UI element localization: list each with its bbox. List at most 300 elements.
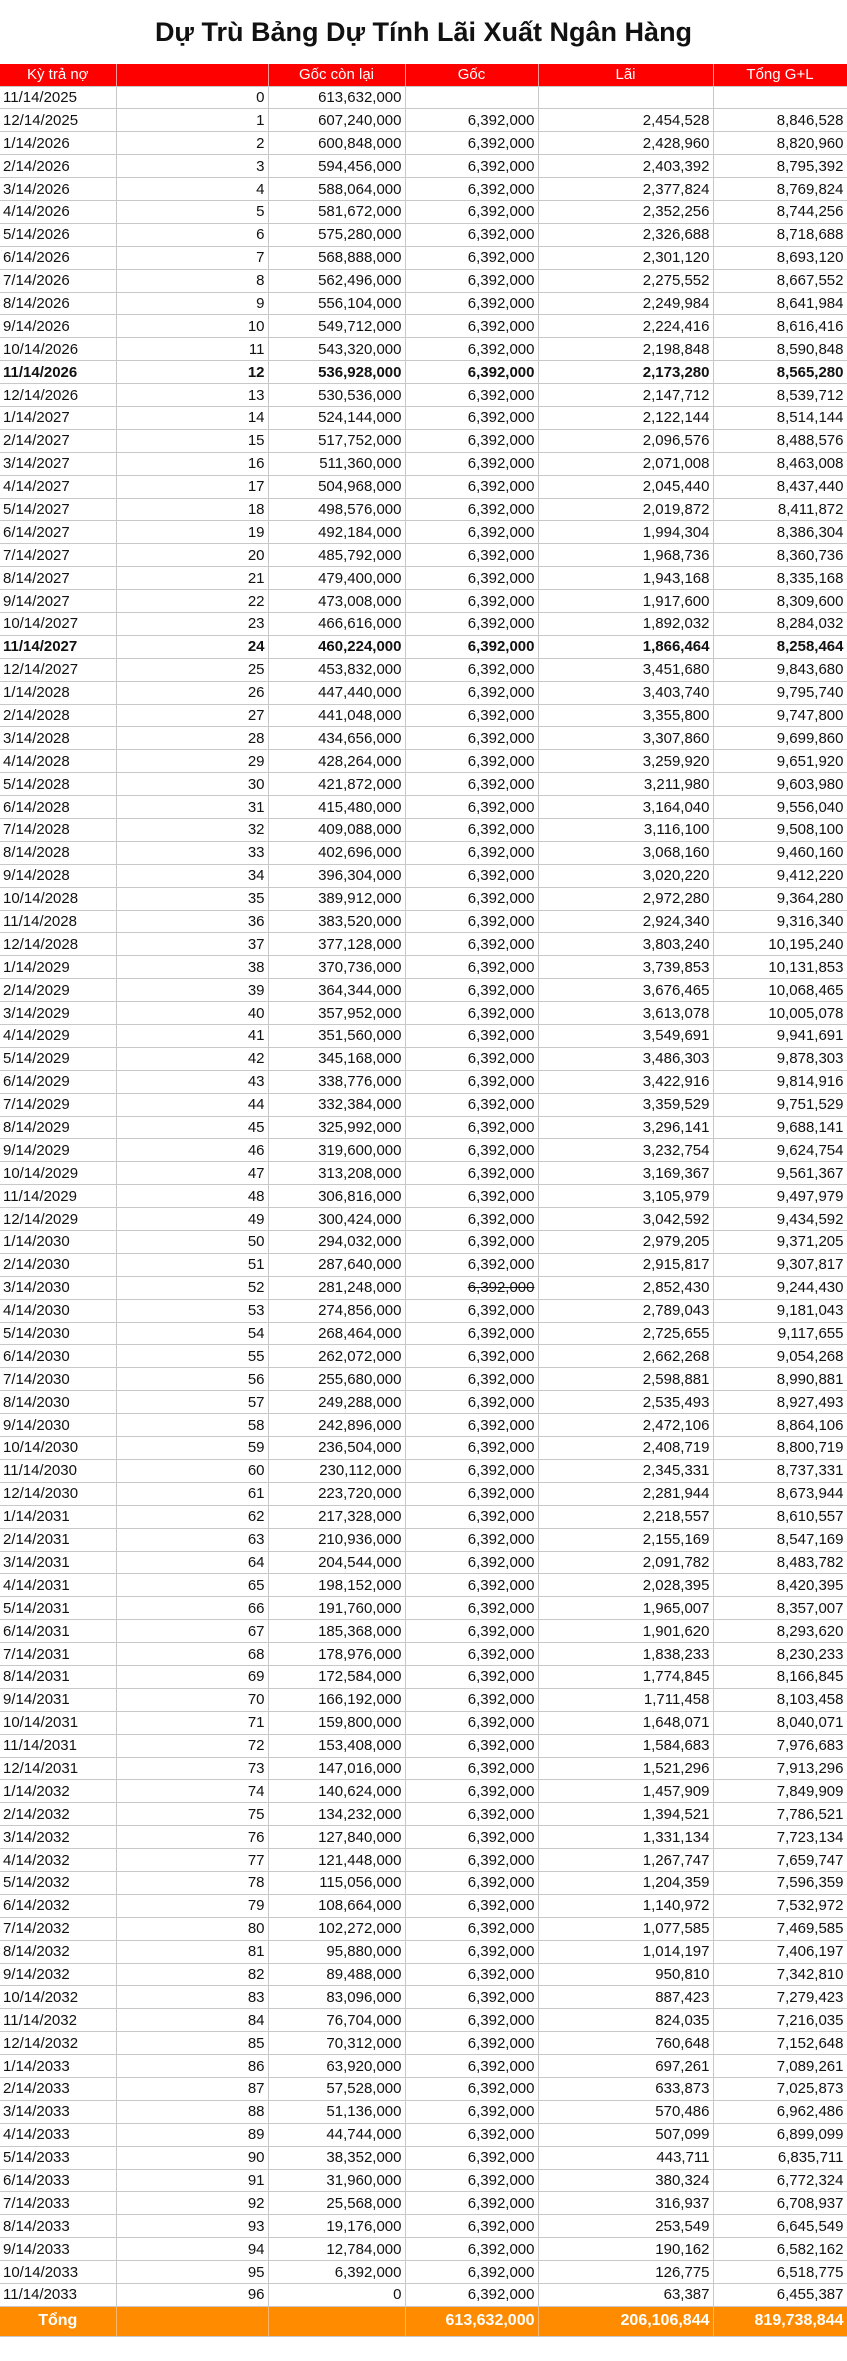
cell-remaining[interactable]: 613,632,000 <box>268 86 405 109</box>
cell-principal[interactable]: 6,392,000 <box>405 1093 538 1116</box>
cell-index[interactable]: 57 <box>116 1391 268 1414</box>
cell-principal[interactable]: 6,392,000 <box>405 2146 538 2169</box>
cell-principal[interactable]: 6,392,000 <box>405 2055 538 2078</box>
cell-principal[interactable]: 6,392,000 <box>405 1688 538 1711</box>
cell-index[interactable]: 67 <box>116 1620 268 1643</box>
cell-date[interactable]: 9/14/2030 <box>0 1414 116 1437</box>
cell-total[interactable]: 8,463,008 <box>713 452 847 475</box>
cell-interest[interactable]: 2,275,552 <box>538 269 713 292</box>
cell-interest[interactable]: 1,140,972 <box>538 1894 713 1917</box>
total-index[interactable] <box>116 2306 268 2336</box>
cell-total[interactable]: 8,539,712 <box>713 384 847 407</box>
cell-date[interactable]: 12/14/2029 <box>0 1208 116 1231</box>
cell-remaining[interactable]: 562,496,000 <box>268 269 405 292</box>
cell-date[interactable]: 4/14/2030 <box>0 1299 116 1322</box>
cell-principal[interactable]: 6,392,000 <box>405 1711 538 1734</box>
cell-index[interactable]: 44 <box>116 1093 268 1116</box>
cell-date[interactable]: 8/14/2029 <box>0 1116 116 1139</box>
cell-date[interactable]: 9/14/2029 <box>0 1139 116 1162</box>
header-principal[interactable]: Gốc <box>405 64 538 86</box>
cell-remaining[interactable]: 453,832,000 <box>268 658 405 681</box>
cell-date[interactable]: 12/14/2027 <box>0 658 116 681</box>
cell-interest[interactable]: 3,020,220 <box>538 864 713 887</box>
cell-index[interactable]: 50 <box>116 1231 268 1254</box>
cell-principal[interactable]: 6,392,000 <box>405 979 538 1002</box>
cell-remaining[interactable]: 473,008,000 <box>268 590 405 613</box>
cell-principal[interactable]: 6,392,000 <box>405 1299 538 1322</box>
cell-total[interactable]: 9,181,043 <box>713 1299 847 1322</box>
cell-interest[interactable]: 1,965,007 <box>538 1597 713 1620</box>
cell-total[interactable]: 8,293,620 <box>713 1620 847 1643</box>
cell-remaining[interactable]: 530,536,000 <box>268 384 405 407</box>
cell-principal[interactable]: 6,392,000 <box>405 1528 538 1551</box>
cell-principal[interactable]: 6,392,000 <box>405 1871 538 1894</box>
cell-remaining[interactable]: 319,600,000 <box>268 1139 405 1162</box>
cell-remaining[interactable]: 447,440,000 <box>268 681 405 704</box>
cell-total[interactable]: 9,307,817 <box>713 1253 847 1276</box>
cell-date[interactable]: 12/14/2026 <box>0 384 116 407</box>
cell-interest[interactable]: 2,071,008 <box>538 452 713 475</box>
cell-remaining[interactable]: 63,920,000 <box>268 2055 405 2078</box>
cell-remaining[interactable]: 134,232,000 <box>268 1803 405 1826</box>
cell-principal[interactable]: 6,392,000 <box>405 933 538 956</box>
cell-index[interactable]: 72 <box>116 1734 268 1757</box>
cell-principal[interactable]: 6,392,000 <box>405 544 538 567</box>
cell-total[interactable]: 9,364,280 <box>713 887 847 910</box>
cell-total[interactable]: 7,216,035 <box>713 2009 847 2032</box>
cell-total[interactable]: 7,659,747 <box>713 1849 847 1872</box>
cell-interest[interactable]: 2,173,280 <box>538 361 713 384</box>
cell-principal[interactable]: 6,392,000 <box>405 292 538 315</box>
cell-remaining[interactable]: 147,016,000 <box>268 1757 405 1780</box>
cell-interest[interactable]: 697,261 <box>538 2055 713 2078</box>
cell-interest[interactable]: 1,711,458 <box>538 1688 713 1711</box>
cell-index[interactable]: 3 <box>116 155 268 178</box>
cell-index[interactable]: 33 <box>116 841 268 864</box>
cell-index[interactable]: 29 <box>116 750 268 773</box>
cell-interest[interactable]: 1,774,845 <box>538 1665 713 1688</box>
cell-remaining[interactable]: 351,560,000 <box>268 1025 405 1048</box>
cell-total[interactable]: 9,751,529 <box>713 1093 847 1116</box>
cell-index[interactable]: 80 <box>116 1917 268 1940</box>
cell-index[interactable]: 77 <box>116 1849 268 1872</box>
cell-date[interactable]: 10/14/2029 <box>0 1162 116 1185</box>
cell-date[interactable]: 9/14/2033 <box>0 2238 116 2261</box>
cell-index[interactable]: 39 <box>116 979 268 1002</box>
cell-principal[interactable]: 6,392,000 <box>405 1391 538 1414</box>
cell-interest[interactable] <box>538 86 713 109</box>
cell-principal[interactable]: 6,392,000 <box>405 1345 538 1368</box>
cell-remaining[interactable]: 83,096,000 <box>268 1986 405 2009</box>
cell-interest[interactable]: 3,739,853 <box>538 956 713 979</box>
cell-index[interactable]: 81 <box>116 1940 268 1963</box>
cell-date[interactable]: 5/14/2029 <box>0 1047 116 1070</box>
cell-principal[interactable]: 6,392,000 <box>405 2123 538 2146</box>
cell-total[interactable]: 8,514,144 <box>713 406 847 429</box>
cell-index[interactable]: 21 <box>116 567 268 590</box>
cell-index[interactable]: 1 <box>116 109 268 132</box>
cell-remaining[interactable]: 287,640,000 <box>268 1253 405 1276</box>
cell-date[interactable]: 1/14/2028 <box>0 681 116 704</box>
cell-interest[interactable]: 3,042,592 <box>538 1208 713 1231</box>
cell-remaining[interactable]: 31,960,000 <box>268 2169 405 2192</box>
cell-remaining[interactable]: 102,272,000 <box>268 1917 405 1940</box>
cell-principal[interactable]: 6,392,000 <box>405 429 538 452</box>
header-index[interactable] <box>116 64 268 86</box>
cell-remaining[interactable]: 204,544,000 <box>268 1551 405 1574</box>
cell-interest[interactable]: 253,549 <box>538 2215 713 2238</box>
cell-index[interactable]: 61 <box>116 1482 268 1505</box>
cell-interest[interactable]: 2,915,817 <box>538 1253 713 1276</box>
cell-total[interactable] <box>713 86 847 109</box>
cell-index[interactable]: 7 <box>116 246 268 269</box>
cell-date[interactable]: 8/14/2026 <box>0 292 116 315</box>
cell-remaining[interactable]: 588,064,000 <box>268 178 405 201</box>
cell-remaining[interactable]: 217,328,000 <box>268 1505 405 1528</box>
cell-index[interactable]: 51 <box>116 1253 268 1276</box>
cell-date[interactable]: 10/14/2030 <box>0 1437 116 1460</box>
cell-total[interactable]: 7,976,683 <box>713 1734 847 1757</box>
cell-date[interactable]: 6/14/2033 <box>0 2169 116 2192</box>
cell-principal[interactable] <box>405 86 538 109</box>
cell-principal[interactable]: 6,392,000 <box>405 910 538 933</box>
cell-total[interactable]: 8,103,458 <box>713 1688 847 1711</box>
cell-total[interactable]: 8,360,736 <box>713 544 847 567</box>
cell-principal[interactable]: 6,392,000 <box>405 1665 538 1688</box>
cell-index[interactable]: 15 <box>116 429 268 452</box>
cell-principal[interactable]: 6,392,000 <box>405 590 538 613</box>
cell-interest[interactable]: 2,281,944 <box>538 1482 713 1505</box>
cell-date[interactable]: 5/14/2027 <box>0 498 116 521</box>
cell-remaining[interactable]: 345,168,000 <box>268 1047 405 1070</box>
cell-interest[interactable]: 2,091,782 <box>538 1551 713 1574</box>
cell-interest[interactable]: 443,711 <box>538 2146 713 2169</box>
cell-index[interactable]: 5 <box>116 200 268 223</box>
cell-principal[interactable]: 6,392,000 <box>405 109 538 132</box>
cell-date[interactable]: 6/14/2028 <box>0 796 116 819</box>
cell-interest[interactable]: 2,352,256 <box>538 200 713 223</box>
cell-principal[interactable]: 6,392,000 <box>405 1482 538 1505</box>
cell-interest[interactable]: 2,725,655 <box>538 1322 713 1345</box>
cell-total[interactable]: 10,068,465 <box>713 979 847 1002</box>
cell-principal[interactable]: 6,392,000 <box>405 155 538 178</box>
cell-index[interactable]: 28 <box>116 727 268 750</box>
cell-index[interactable]: 83 <box>116 1986 268 2009</box>
cell-interest[interactable]: 3,803,240 <box>538 933 713 956</box>
cell-date[interactable]: 9/14/2026 <box>0 315 116 338</box>
cell-remaining[interactable]: 121,448,000 <box>268 1849 405 1872</box>
cell-total[interactable]: 8,488,576 <box>713 429 847 452</box>
cell-remaining[interactable]: 338,776,000 <box>268 1070 405 1093</box>
cell-principal[interactable]: 6,392,000 <box>405 796 538 819</box>
cell-remaining[interactable]: 428,264,000 <box>268 750 405 773</box>
cell-date[interactable]: 11/14/2027 <box>0 635 116 658</box>
cell-date[interactable]: 7/14/2028 <box>0 819 116 842</box>
cell-remaining[interactable]: 607,240,000 <box>268 109 405 132</box>
cell-index[interactable]: 49 <box>116 1208 268 1231</box>
cell-principal[interactable]: 6,392,000 <box>405 1734 538 1757</box>
cell-index[interactable]: 87 <box>116 2077 268 2100</box>
cell-remaining[interactable]: 185,368,000 <box>268 1620 405 1643</box>
cell-index[interactable]: 90 <box>116 2146 268 2169</box>
cell-total[interactable]: 7,025,873 <box>713 2077 847 2100</box>
cell-total[interactable]: 9,244,430 <box>713 1276 847 1299</box>
cell-interest[interactable]: 2,326,688 <box>538 223 713 246</box>
cell-total[interactable]: 8,386,304 <box>713 521 847 544</box>
cell-remaining[interactable]: 415,480,000 <box>268 796 405 819</box>
cell-remaining[interactable]: 95,880,000 <box>268 1940 405 1963</box>
cell-principal[interactable]: 6,392,000 <box>405 452 538 475</box>
cell-total[interactable]: 8,864,106 <box>713 1414 847 1437</box>
cell-principal[interactable]: 6,392,000 <box>405 1780 538 1803</box>
cell-interest[interactable]: 1,584,683 <box>538 1734 713 1757</box>
cell-remaining[interactable]: 242,896,000 <box>268 1414 405 1437</box>
cell-principal[interactable]: 6,392,000 <box>405 727 538 750</box>
cell-principal[interactable]: 6,392,000 <box>405 1574 538 1597</box>
cell-date[interactable]: 8/14/2033 <box>0 2215 116 2238</box>
cell-interest[interactable]: 3,169,367 <box>538 1162 713 1185</box>
cell-total[interactable]: 9,603,980 <box>713 773 847 796</box>
cell-total[interactable]: 7,279,423 <box>713 1986 847 2009</box>
cell-remaining[interactable]: 25,568,000 <box>268 2192 405 2215</box>
cell-remaining[interactable]: 191,760,000 <box>268 1597 405 1620</box>
cell-interest[interactable]: 3,676,465 <box>538 979 713 1002</box>
cell-principal[interactable]: 6,392,000 <box>405 521 538 544</box>
cell-remaining[interactable]: 178,976,000 <box>268 1643 405 1666</box>
cell-index[interactable]: 75 <box>116 1803 268 1826</box>
cell-index[interactable]: 64 <box>116 1551 268 1574</box>
cell-date[interactable]: 10/14/2033 <box>0 2261 116 2284</box>
cell-principal[interactable]: 6,392,000 <box>405 2169 538 2192</box>
cell-interest[interactable]: 1,077,585 <box>538 1917 713 1940</box>
cell-interest[interactable]: 3,451,680 <box>538 658 713 681</box>
cell-total[interactable]: 7,532,972 <box>713 1894 847 1917</box>
cell-principal[interactable]: 6,392,000 <box>405 498 538 521</box>
cell-interest[interactable]: 3,486,303 <box>538 1047 713 1070</box>
cell-principal[interactable]: 6,392,000 <box>405 750 538 773</box>
cell-principal[interactable]: 6,392,000 <box>405 1986 538 2009</box>
cell-remaining[interactable]: 249,288,000 <box>268 1391 405 1414</box>
cell-principal[interactable]: 6,392,000 <box>405 2100 538 2123</box>
cell-principal[interactable]: 6,392,000 <box>405 1070 538 1093</box>
cell-date[interactable]: 5/14/2031 <box>0 1597 116 1620</box>
cell-total[interactable]: 8,411,872 <box>713 498 847 521</box>
cell-principal[interactable]: 6,392,000 <box>405 178 538 201</box>
cell-remaining[interactable]: 172,584,000 <box>268 1665 405 1688</box>
cell-date[interactable]: 3/14/2031 <box>0 1551 116 1574</box>
cell-remaining[interactable]: 377,128,000 <box>268 933 405 956</box>
cell-total[interactable]: 9,814,916 <box>713 1070 847 1093</box>
cell-index[interactable]: 0 <box>116 86 268 109</box>
cell-remaining[interactable]: 274,856,000 <box>268 1299 405 1322</box>
cell-total[interactable]: 8,641,984 <box>713 292 847 315</box>
cell-index[interactable]: 13 <box>116 384 268 407</box>
cell-remaining[interactable]: 294,032,000 <box>268 1231 405 1254</box>
cell-remaining[interactable]: 38,352,000 <box>268 2146 405 2169</box>
cell-date[interactable]: 2/14/2026 <box>0 155 116 178</box>
cell-index[interactable]: 71 <box>116 1711 268 1734</box>
cell-index[interactable]: 84 <box>116 2009 268 2032</box>
cell-interest[interactable]: 3,613,078 <box>538 1002 713 1025</box>
total-sum[interactable]: 819,738,844 <box>713 2306 847 2336</box>
cell-date[interactable]: 6/14/2030 <box>0 1345 116 1368</box>
cell-interest[interactable]: 824,035 <box>538 2009 713 2032</box>
cell-date[interactable]: 9/14/2031 <box>0 1688 116 1711</box>
cell-date[interactable]: 11/14/2031 <box>0 1734 116 1757</box>
cell-total[interactable]: 6,772,324 <box>713 2169 847 2192</box>
cell-remaining[interactable]: 389,912,000 <box>268 887 405 910</box>
cell-interest[interactable]: 3,116,100 <box>538 819 713 842</box>
cell-principal[interactable]: 6,392,000 <box>405 269 538 292</box>
cell-total[interactable]: 8,795,392 <box>713 155 847 178</box>
cell-principal[interactable]: 6,392,000 <box>405 2284 538 2307</box>
cell-total[interactable]: 8,667,552 <box>713 269 847 292</box>
cell-index[interactable]: 52 <box>116 1276 268 1299</box>
cell-index[interactable]: 70 <box>116 1688 268 1711</box>
cell-interest[interactable]: 2,155,169 <box>538 1528 713 1551</box>
cell-interest[interactable]: 2,662,268 <box>538 1345 713 1368</box>
cell-interest[interactable]: 3,307,860 <box>538 727 713 750</box>
cell-total[interactable]: 8,230,233 <box>713 1643 847 1666</box>
cell-principal[interactable]: 6,392,000 <box>405 1437 538 1460</box>
cell-total[interactable]: 6,582,162 <box>713 2238 847 2261</box>
cell-date[interactable]: 4/14/2028 <box>0 750 116 773</box>
cell-principal[interactable]: 6,392,000 <box>405 2009 538 2032</box>
cell-interest[interactable]: 2,454,528 <box>538 109 713 132</box>
cell-total[interactable]: 8,309,600 <box>713 590 847 613</box>
cell-date[interactable]: 6/14/2032 <box>0 1894 116 1917</box>
cell-principal[interactable]: 6,392,000 <box>405 1322 538 1345</box>
cell-interest[interactable]: 3,068,160 <box>538 841 713 864</box>
cell-interest[interactable]: 1,457,909 <box>538 1780 713 1803</box>
cell-index[interactable]: 4 <box>116 178 268 201</box>
cell-interest[interactable]: 950,810 <box>538 1963 713 1986</box>
cell-total[interactable]: 8,846,528 <box>713 109 847 132</box>
cell-principal[interactable]: 6,392,000 <box>405 681 538 704</box>
cell-remaining[interactable]: 89,488,000 <box>268 1963 405 1986</box>
cell-remaining[interactable]: 44,744,000 <box>268 2123 405 2146</box>
cell-remaining[interactable]: 511,360,000 <box>268 452 405 475</box>
header-period[interactable]: Kỳ trả nợ <box>0 64 116 86</box>
cell-interest[interactable]: 1,521,296 <box>538 1757 713 1780</box>
cell-interest[interactable]: 2,249,984 <box>538 292 713 315</box>
cell-total[interactable]: 6,835,711 <box>713 2146 847 2169</box>
cell-total[interactable]: 9,460,160 <box>713 841 847 864</box>
cell-remaining[interactable]: 575,280,000 <box>268 223 405 246</box>
cell-remaining[interactable]: 434,656,000 <box>268 727 405 750</box>
cell-index[interactable]: 47 <box>116 1162 268 1185</box>
cell-index[interactable]: 38 <box>116 956 268 979</box>
cell-remaining[interactable]: 108,664,000 <box>268 1894 405 1917</box>
cell-remaining[interactable]: 549,712,000 <box>268 315 405 338</box>
cell-interest[interactable]: 1,331,134 <box>538 1826 713 1849</box>
cell-interest[interactable]: 2,218,557 <box>538 1505 713 1528</box>
cell-remaining[interactable]: 332,384,000 <box>268 1093 405 1116</box>
cell-index[interactable]: 58 <box>116 1414 268 1437</box>
cell-interest[interactable]: 2,377,824 <box>538 178 713 201</box>
cell-date[interactable]: 8/14/2030 <box>0 1391 116 1414</box>
cell-date[interactable]: 3/14/2033 <box>0 2100 116 2123</box>
cell-principal[interactable]: 6,392,000 <box>405 819 538 842</box>
cell-remaining[interactable]: 536,928,000 <box>268 361 405 384</box>
cell-total[interactable]: 8,800,719 <box>713 1437 847 1460</box>
cell-index[interactable]: 41 <box>116 1025 268 1048</box>
cell-interest[interactable]: 2,198,848 <box>538 338 713 361</box>
cell-total[interactable]: 6,645,549 <box>713 2215 847 2238</box>
cell-index[interactable]: 16 <box>116 452 268 475</box>
cell-principal[interactable]: 6,392,000 <box>405 1459 538 1482</box>
cell-total[interactable]: 7,786,521 <box>713 1803 847 1826</box>
cell-total[interactable]: 7,406,197 <box>713 1940 847 1963</box>
cell-date[interactable]: 5/14/2033 <box>0 2146 116 2169</box>
cell-interest[interactable]: 2,224,416 <box>538 315 713 338</box>
cell-date[interactable]: 2/14/2032 <box>0 1803 116 1826</box>
cell-interest[interactable]: 1,917,600 <box>538 590 713 613</box>
cell-remaining[interactable]: 524,144,000 <box>268 406 405 429</box>
cell-total[interactable]: 8,565,280 <box>713 361 847 384</box>
cell-interest[interactable]: 2,408,719 <box>538 1437 713 1460</box>
cell-interest[interactable]: 190,162 <box>538 2238 713 2261</box>
cell-principal[interactable]: 6,392,000 <box>405 1849 538 1872</box>
cell-remaining[interactable]: 543,320,000 <box>268 338 405 361</box>
cell-principal[interactable]: 6,392,000 <box>405 1963 538 1986</box>
cell-date[interactable]: 12/14/2032 <box>0 2032 116 2055</box>
cell-remaining[interactable]: 262,072,000 <box>268 1345 405 1368</box>
cell-index[interactable]: 45 <box>116 1116 268 1139</box>
cell-remaining[interactable]: 255,680,000 <box>268 1368 405 1391</box>
cell-remaining[interactable]: 568,888,000 <box>268 246 405 269</box>
cell-principal[interactable]: 6,392,000 <box>405 1803 538 1826</box>
cell-index[interactable]: 94 <box>116 2238 268 2261</box>
cell-total[interactable]: 7,342,810 <box>713 1963 847 1986</box>
cell-index[interactable]: 63 <box>116 1528 268 1551</box>
cell-remaining[interactable]: 313,208,000 <box>268 1162 405 1185</box>
cell-remaining[interactable]: 236,504,000 <box>268 1437 405 1460</box>
cell-index[interactable]: 8 <box>116 269 268 292</box>
cell-principal[interactable]: 6,392,000 <box>405 2032 538 2055</box>
cell-interest[interactable]: 2,147,712 <box>538 384 713 407</box>
cell-index[interactable]: 12 <box>116 361 268 384</box>
cell-remaining[interactable]: 600,848,000 <box>268 132 405 155</box>
cell-date[interactable]: 1/14/2033 <box>0 2055 116 2078</box>
cell-interest[interactable]: 316,937 <box>538 2192 713 2215</box>
cell-date[interactable]: 10/14/2031 <box>0 1711 116 1734</box>
cell-index[interactable]: 36 <box>116 910 268 933</box>
cell-interest[interactable]: 2,028,395 <box>538 1574 713 1597</box>
cell-index[interactable]: 88 <box>116 2100 268 2123</box>
cell-date[interactable]: 2/14/2030 <box>0 1253 116 1276</box>
cell-remaining[interactable]: 281,248,000 <box>268 1276 405 1299</box>
cell-date[interactable]: 10/14/2027 <box>0 612 116 635</box>
cell-index[interactable]: 20 <box>116 544 268 567</box>
cell-index[interactable]: 68 <box>116 1643 268 1666</box>
cell-interest[interactable]: 887,423 <box>538 1986 713 2009</box>
cell-total[interactable]: 9,117,655 <box>713 1322 847 1345</box>
cell-remaining[interactable]: 556,104,000 <box>268 292 405 315</box>
cell-total[interactable]: 9,054,268 <box>713 1345 847 1368</box>
cell-date[interactable]: 2/14/2028 <box>0 704 116 727</box>
cell-principal[interactable]: 6,392,000 <box>405 1047 538 1070</box>
cell-index[interactable]: 32 <box>116 819 268 842</box>
cell-index[interactable]: 62 <box>116 1505 268 1528</box>
cell-index[interactable]: 65 <box>116 1574 268 1597</box>
cell-interest[interactable]: 2,122,144 <box>538 406 713 429</box>
cell-principal[interactable]: 6,392,000 <box>405 1253 538 1276</box>
cell-principal[interactable]: 6,392,000 <box>405 1757 538 1780</box>
cell-total[interactable]: 8,610,557 <box>713 1505 847 1528</box>
cell-total[interactable]: 9,624,754 <box>713 1139 847 1162</box>
cell-date[interactable]: 1/14/2031 <box>0 1505 116 1528</box>
